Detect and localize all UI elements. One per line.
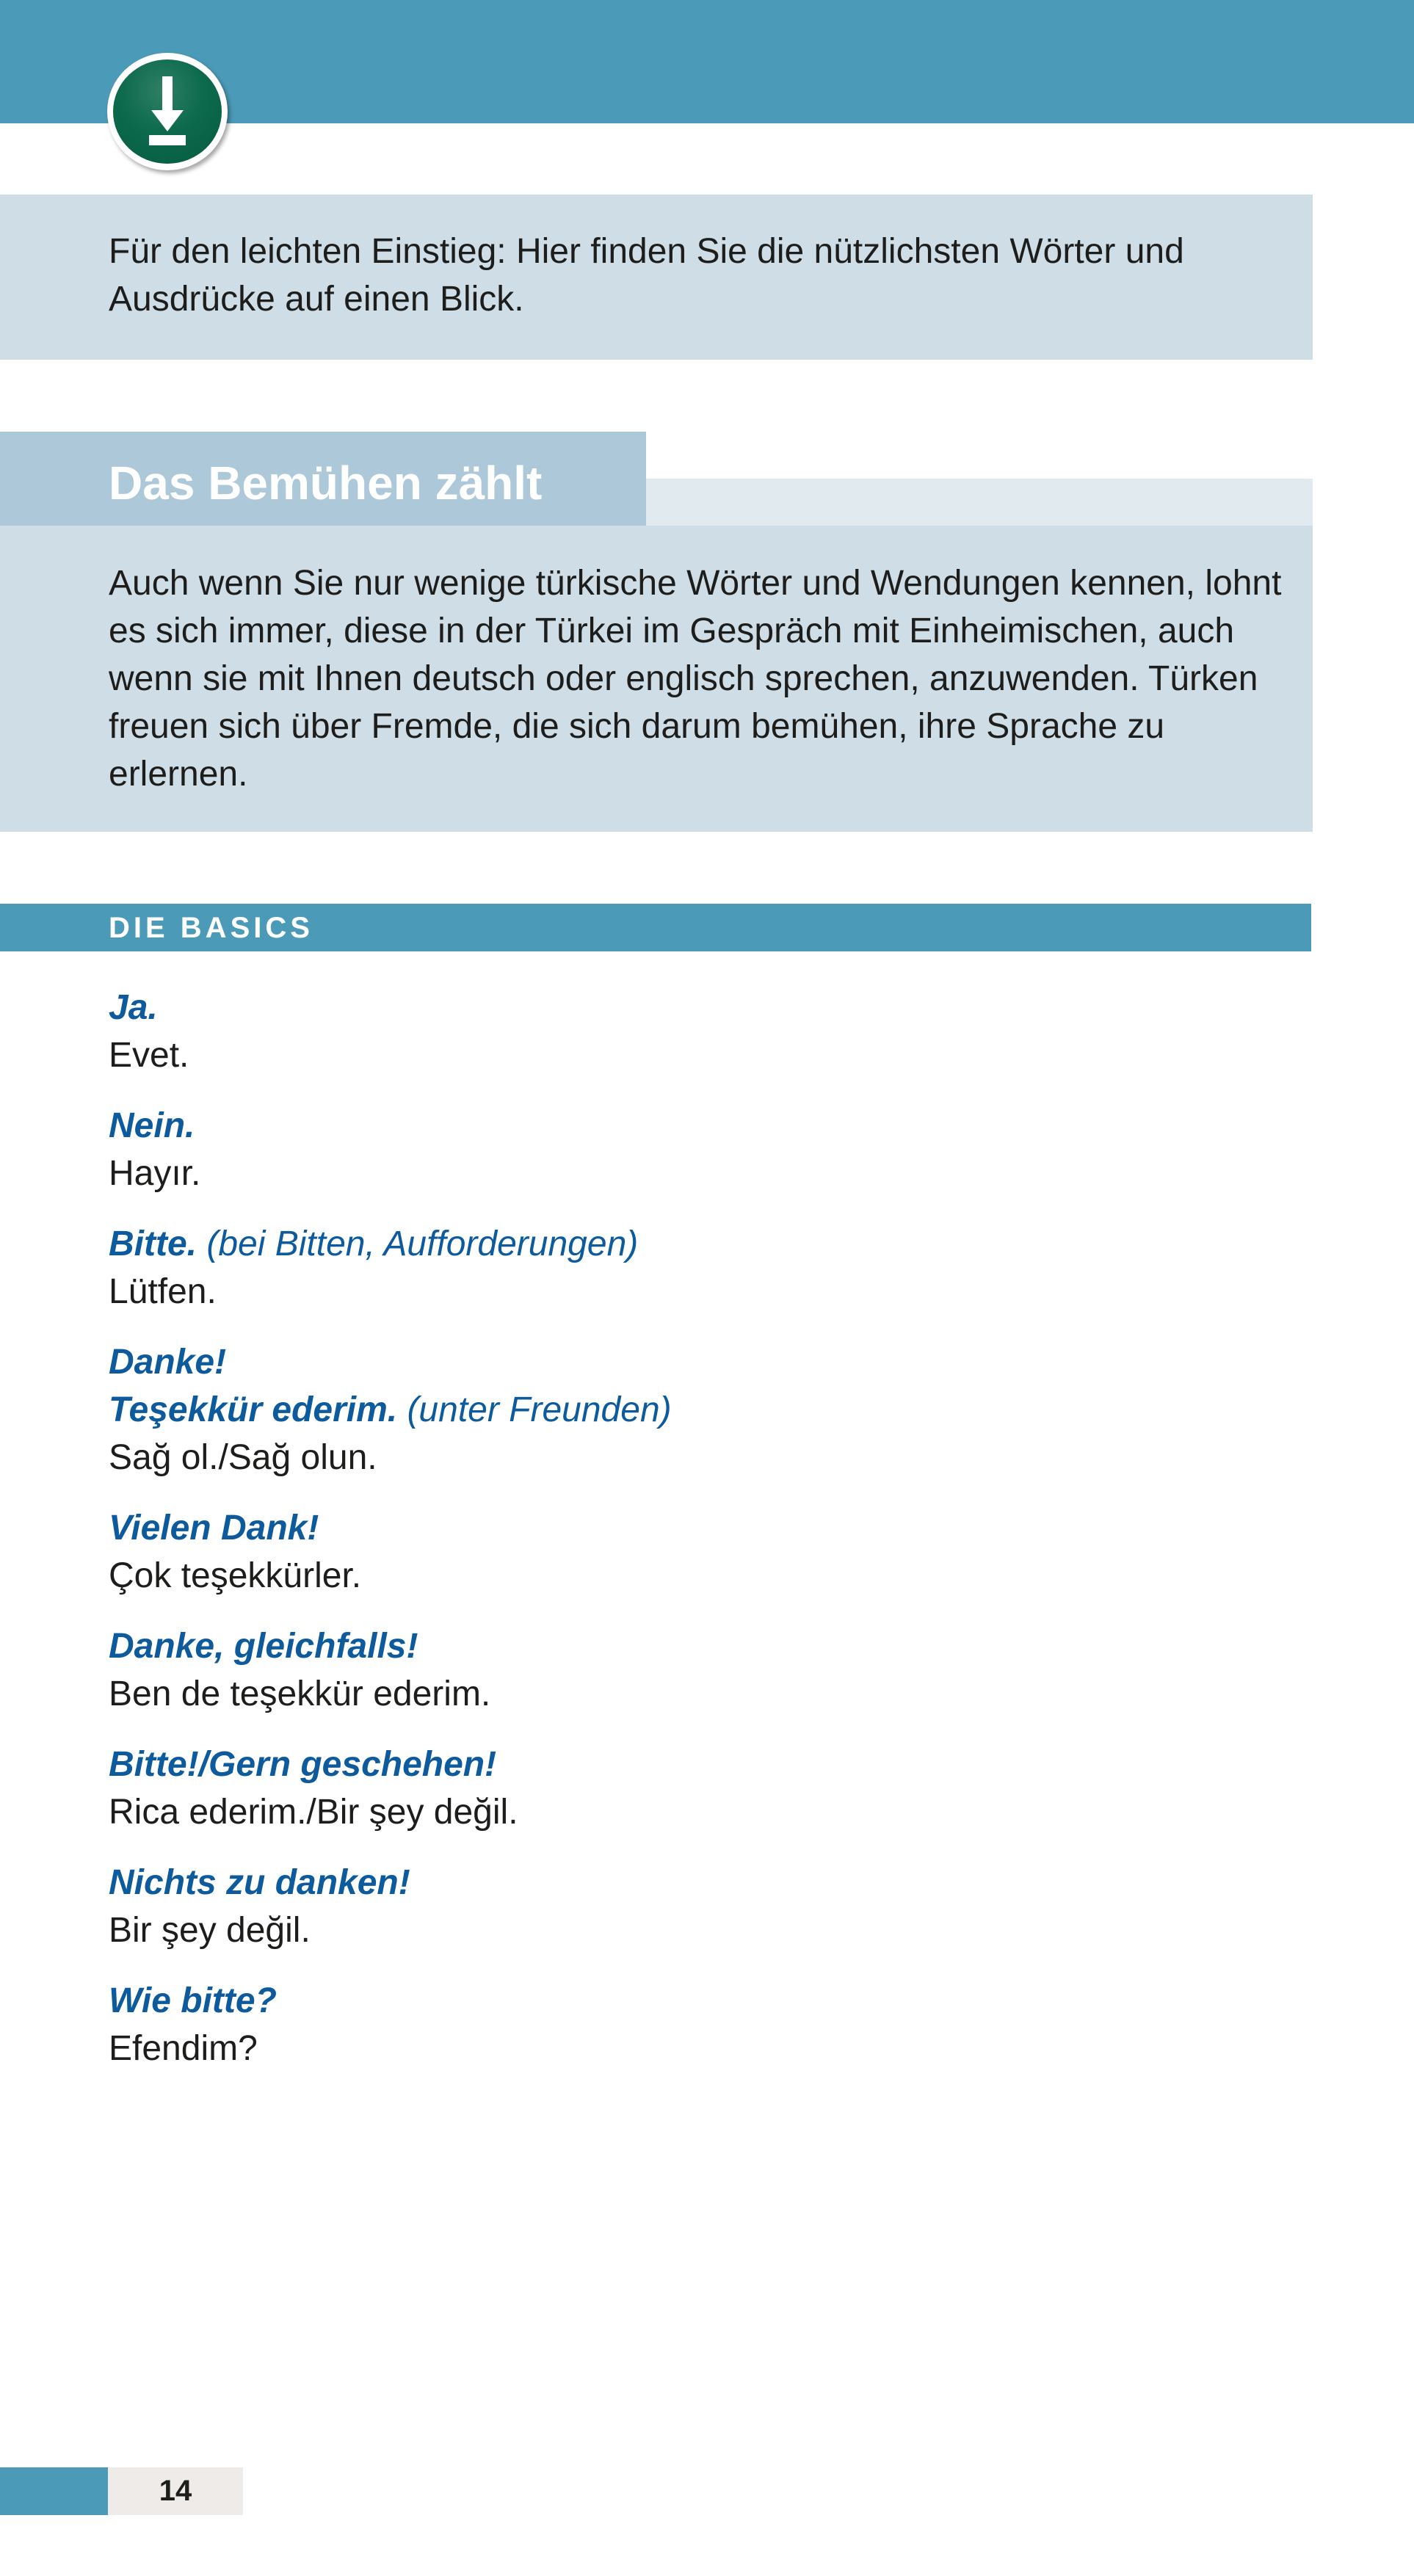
phrase-german: Bitte.	[109, 1224, 197, 1263]
phrase-note: (bei Bitten, Aufforderungen)	[206, 1224, 639, 1263]
phrase-note: (unter Freunden)	[407, 1390, 672, 1429]
basics-header-label: DIE BASICS	[109, 912, 313, 944]
phrase-turkish: Sağ ol./Sağ olun.	[109, 1438, 377, 1477]
phrase-entry	[109, 1977, 1283, 2072]
phrase-turkish: Hayır.	[109, 1154, 201, 1193]
phrase-german: Danke!	[109, 1343, 227, 1382]
phrase-german: Danke, gleichfalls!	[109, 1627, 418, 1666]
phrase-turkish: Çok teşekkürler.	[109, 1556, 362, 1595]
phrase-german: Vielen Dank!	[109, 1509, 319, 1548]
phrase-entry	[109, 1504, 1283, 1600]
phrase-german: Wie bitte?	[109, 1981, 277, 2020]
phrase-turkish: Lütfen.	[109, 1272, 217, 1311]
phrase-german-alt: Teşekkür ederim.	[109, 1390, 398, 1429]
phrase-turkish: Bir şey değil.	[109, 1911, 311, 1950]
download-icon	[107, 53, 228, 170]
phrase-list	[109, 984, 1283, 2095]
phrase-german: Nichts zu danken!	[109, 1863, 410, 1902]
phrase-entry	[109, 1338, 1283, 1481]
phrase-german: Nein.	[109, 1106, 195, 1145]
phrase-entry	[109, 1102, 1283, 1197]
phrase-entry	[109, 984, 1283, 1079]
phrase-entry	[109, 1622, 1283, 1718]
page-number: 14	[159, 2475, 192, 2507]
phrase-turkish: Evet.	[109, 1036, 189, 1075]
phrase-german: Bitte!/Gern geschehen!	[109, 1745, 497, 1784]
phrase-turkish: Efendim?	[109, 2029, 258, 2068]
intro-text: Für den leichten Einstieg: Hier finden Sie die nützlichsten Wörter und Ausdrücke auf einen Blick.	[109, 232, 1184, 319]
section-body-text: Auch wenn Sie nur wenige türkische Wörter und Wendungen kennen, lohnt es sich immer, diese in der Türkei im Gespräch mit Einheimischen, auch wenn sie mit Ihnen deutsch oder englisch sprechen, anzuwenden. Türken freuen sich über Fremde, die sich darum bemühen, ihre Sprache zu erlernen.	[109, 564, 1282, 794]
phrase-entry	[109, 1859, 1283, 1954]
phrase-turkish: Rica ederim./Bir şey değil.	[109, 1793, 518, 1832]
phrase-turkish: Ben de teşekkür ederim.	[109, 1675, 491, 1713]
section-title: Das Bemühen zählt	[109, 457, 543, 509]
phrase-german: Ja.	[109, 988, 158, 1027]
footer-accent-block	[0, 2467, 108, 2515]
section-heading-strip	[646, 479, 1313, 526]
phrase-entry	[109, 1220, 1283, 1316]
phrase-entry	[109, 1741, 1283, 1836]
